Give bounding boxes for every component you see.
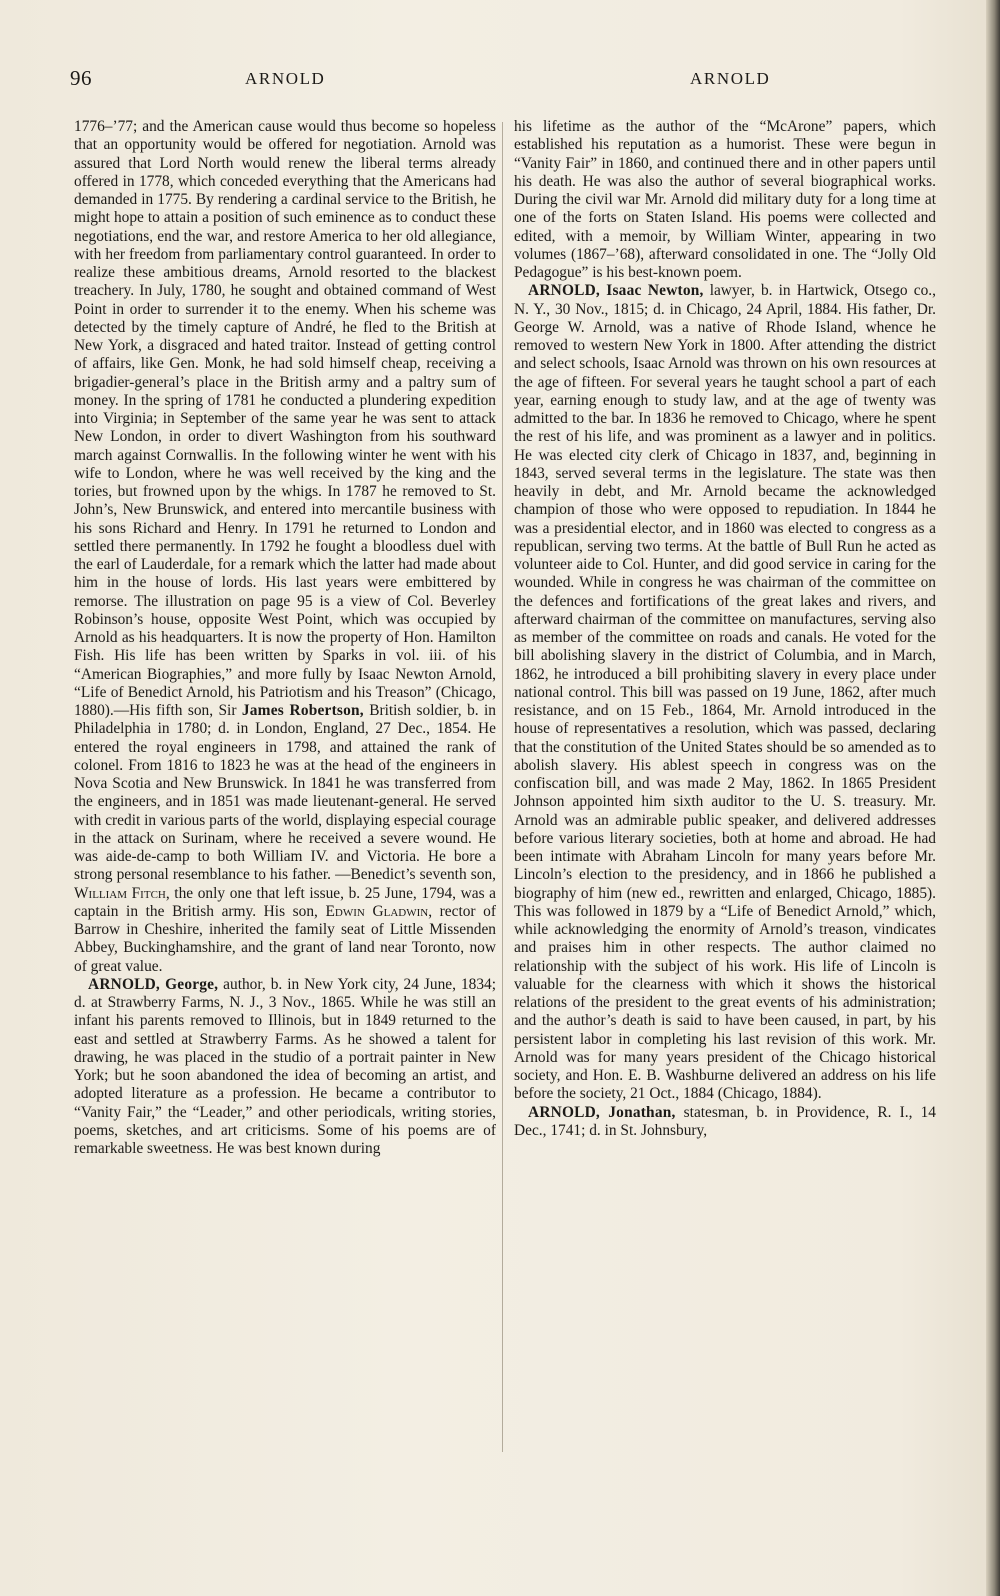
- entry-heading-jonathan: ARNOLD, Jonathan,: [528, 1103, 676, 1121]
- entry-heading-isaac-newton: ARNOLD, Isaac Newton,: [528, 282, 704, 300]
- page-edge-shadow: [986, 0, 1000, 1596]
- body-text: author, b. in New York city, 24 June, 1834; d. at Strawberry Farms, N. J., 3 Nov., 1865. While he was still an infant his parents removed to Illinois, but in 1849 returned to the east and settled at Strawberry Farms. As he showed a talent for drawing, he was placed in the studio of a portrait painter in New York; but he soon abandoned the idea of becoming an artist, and adopted literature as a profession. He became a contributor to “Vanity Fair,” the “Leader,” and other periodicals, writing stories, poems, sketches, and art criticisms. Some of his poems are of remarkable sweetness. He was best known during: [74, 975, 497, 1157]
- running-head-right: ARNOLD: [690, 69, 771, 88]
- entry-jonathan-arnold: [514, 1104, 936, 1141]
- entry-heading-james-robertson: James Robertson,: [241, 702, 364, 719]
- entry-george-arnold: [74, 976, 496, 1159]
- body-text: rector of Barrow in Cheshire, inherited the family seat of Little Missenden Abbey, Buckinghamshire, and the grant of land near Toronto, now of great value.: [74, 902, 496, 975]
- body-text: statesman, b. in Providence, R. I., 14 Dec., 1741; d. in St. Johnsbury,: [514, 1103, 936, 1139]
- body-text: the only one that left issue, b. 25 June, 1794, was a captain in the British army. His son,: [74, 884, 496, 920]
- name-william-fitch: William Fitch,: [74, 884, 170, 902]
- name-edwin-gladwin: Edwin Gladwin,: [325, 902, 433, 920]
- page-header: [0, 66, 1000, 96]
- body-text: 1776–’77; and the American cause would thus become so hopeless that an opportunity would be offered for negotiation. Arnold was assured that Lord North would renew the liberal terms already offered in 1778, which conceded everything that the Americans had demanded in 1775. By rendering a cardinal service to the British, he might hope to attain a position of such eminence as to conduct these negotiations, end the war, and restore America to her old allegiance, with her freedom from parliamentary control guaranteed. In order to realize these ambitious dreams, Arnold resorted to the blackest treachery. In July, 1780, he sought and obtained command of West Point in order to surrender it to the enemy. When his scheme was detected by the timely capture of André, he fled to the British at New York, a disgraced and hated traitor. Instead of getting control of affairs, like Gen. Monk, he had sold himself cheap, receiving a brigadier-general’s place in the British army and a paltry sum of money. In the spring of 1781 he conducted a plundering expedition into Virginia; in September of the same year he was sent to attack New London, in order to divert Washington from his southward march against Cornwallis. In the following winter he went with his wife to London, where he was well received by the king and the tories, but frowned upon by the whigs. In 1787 he removed to St. John’s, New Brunswick, and entered into mercantile business with his sons Richard and Henry. In 1791 he returned to London and settled there permanently. In 1792 he fought a bloodless duel with the earl of Lauderdale, for a remark which the latter had made about him in the house of lords. His last years were embittered by remorse. The illustration on page 95 is a view of Col. Beverley Robinson’s house, opposite West Point, which was occupied by Arnold as his headquarters. It is now the property of Hon. Hamilton Fish. His life has been written by Sparks in vol. iii. of his “American Biographies,” and more fully by Isaac Newton Arnold, “Life of Benedict Arnold, his Patriotism and his Treason” (Chicago, 1880).—His fifth son, Sir: [74, 118, 496, 719]
- entry-benedict-arnold-continued: [74, 118, 496, 976]
- column-divider: [502, 122, 503, 1452]
- entry-george-arnold-continued: his lifetime as the author of the “McArone” papers, which established his reputation as a humorist. These were begun in “Vanity Fair” in 1860, and continued there and in other papers until his death. He was also the author of several biographical works. During the civil war Mr. Arnold did military duty for a long time at one of the forts on Staten Island. His poems were collected and edited, with a memoir, by William Winter, appearing in two volumes (1867–’68), afterward consolidated in one. The “Jolly Old Pedagogue” is his best-known poem.: [514, 118, 936, 281]
- running-head-left: ARNOLD: [245, 69, 326, 88]
- body-text: British soldier, b. in Philadelphia in 1780; d. in London, England, 27 Dec., 1854. He entered the royal engineers in 1798, and attained the rank of colonel. From 1816 to 1823 he was at the head of the engineers in Nova Scotia and New Brunswick. In 1841 he was transferred from the engineers, and in 1851 was made lieutenant-general. He served with credit in various parts of the world, displaying especial courage in the attack on Surinam, where he received a severe wound. He was aide-de-camp to both William IV. and Victoria. He bore a strong personal resemblance to his father. —Benedict’s seventh son,: [74, 702, 496, 884]
- page-number: 96: [70, 66, 92, 90]
- body-text: lawyer, b. in Hartwick, Otsego co., N. Y., 30 Nov., 1815; d. in Chicago, 24 April, 1884. His father, Dr. George W. Arnold, was a native of Rhode Island, whence he removed to western New York in 1800. After attending the district and select schools, Isaac Arnold was thrown on his own resources at the age of fifteen. For several years he taught school a part of each year, earning enough to study law, and at the age of twenty was admitted to the bar. In 1836 he removed to Chicago, where he spent the rest of his life, and was prominent as a lawyer and in politics. He was elected city clerk of Chicago in 1837, and, beginning in 1843, served several terms in the legislature. The state was then heavily in debt, and Mr. Arnold became the acknowledged champion of those who were opposed to repudiation. In 1844 he was a presidential elector, and in 1860 was elected to congress as a republican, serving two terms. At the battle of Bull Run he acted as volunteer aide to Col. Hunter, and did good service in caring for the wounded. While in congress he was chairman of the committee on the defences and fortifications of the great lakes and rivers, and afterward chairman of the committee on manufactures, serving also as member of the committee on roads and canals. He voted for the bill abolishing slavery in the district of Columbia, and in March, 1862, he introduced a bill prohibiting slavery in every place under national control. This bill was passed on 19 June, 1862, after much resistance, and on 15 Feb., 1864, Mr. Arnold introduced in the house of representatives a resolution, which was passed, declaring that the constitution of the United States should be so amended as to abolish slavery. His ablest speech in congress was on the confiscation bill, and was made 2 May, 1862. In 1865 President Johnson appointed him sixth auditor to the U. S. treasury. Mr. Arnold was an admirable public speaker, and delivered addresses before various literary societies, both at home and abroad. He had been intimate with Abraham Lincoln for many years before Mr. Lincoln’s election to the presidency, and in 1866 he published a biography of him (new ed., rewritten and enlarged, Chicago, 1885). This was followed in 1879 by a “Life of Benedict Arnold,” which, while acknowledging the enormity of Arnold’s treason, vindicates and praises him in other respects. The author claimed no relationship with the subject of his work. His life of Lincoln is valuable for the clearness with which it shows the historical relations of the president to the great events of his administration; and the author’s death is said to have been caused, in part, by his persistent labor in completing his last revision of this work. Mr. Arnold was for many years president of the Chicago historical society, and Hon. E. B. Washburne delivered an address on his life before the society, 21 Oct., 1884 (Chicago, 1884).: [514, 282, 937, 1103]
- left-column: [74, 118, 496, 1158]
- entry-isaac-newton-arnold: [514, 282, 936, 1103]
- right-column: [514, 118, 936, 1140]
- entry-heading-george: ARNOLD, George,: [88, 975, 219, 993]
